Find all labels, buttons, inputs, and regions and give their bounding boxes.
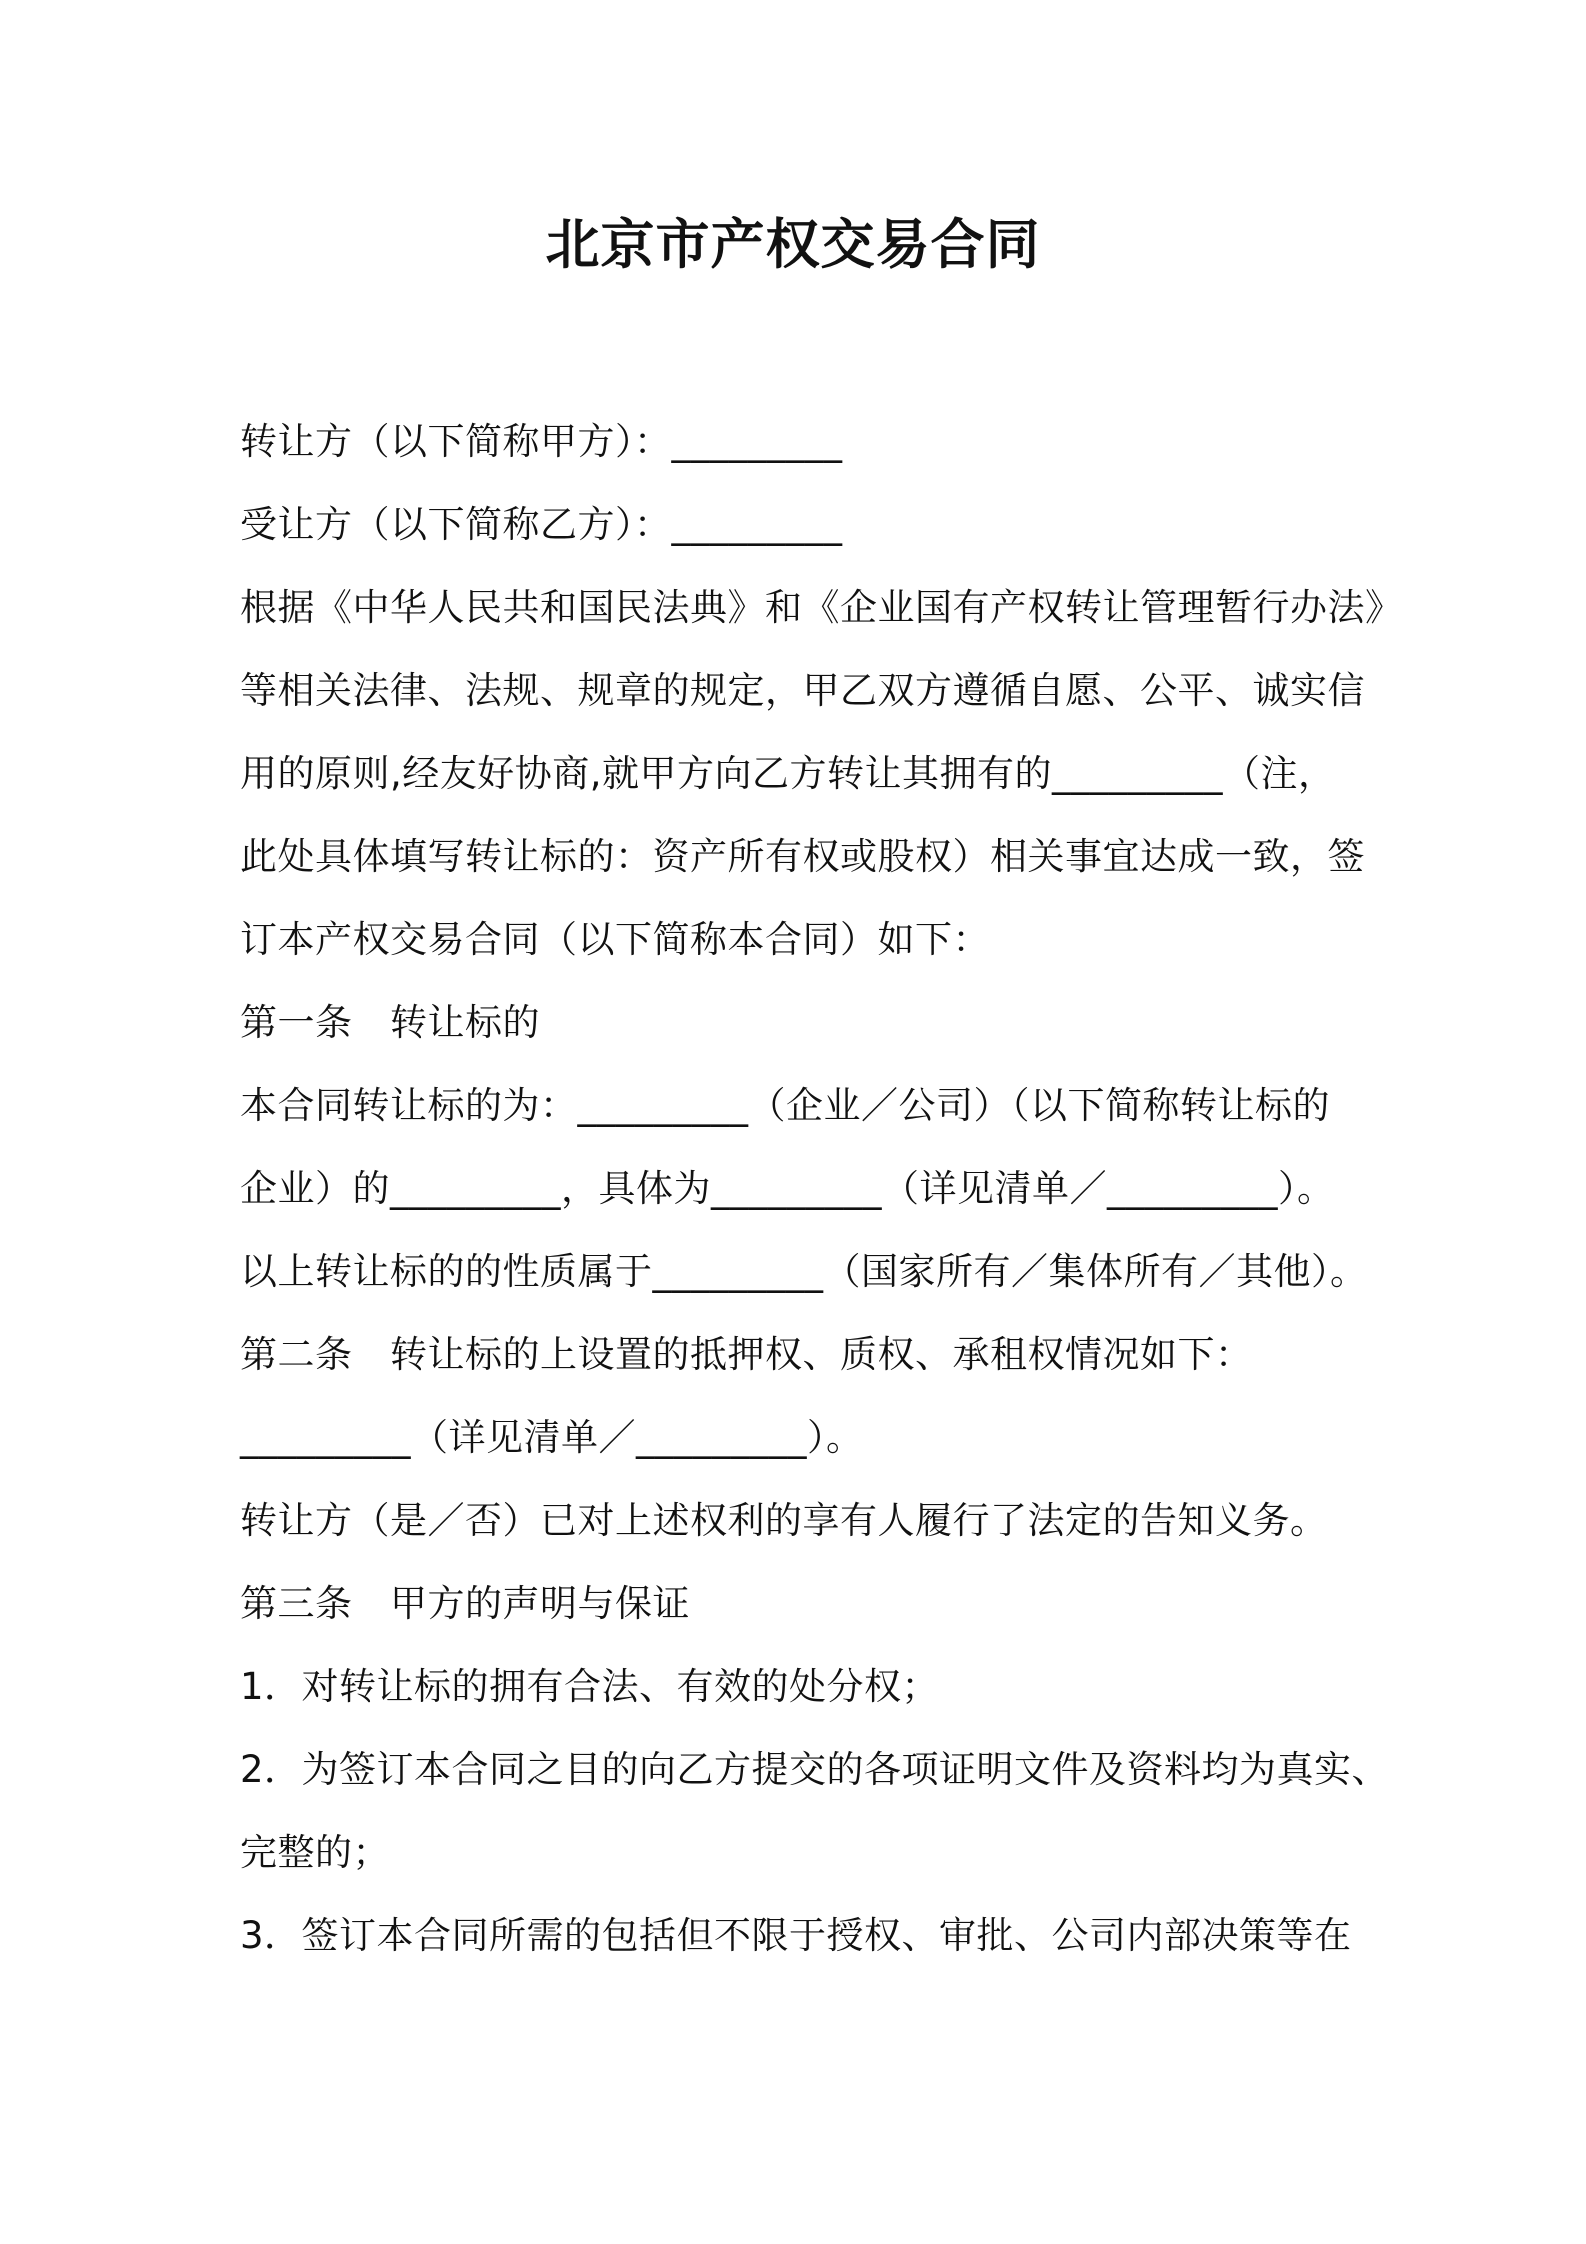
article-heading: 第一条 转让标的 [240,1001,540,1044]
transferor-line: 转让方（以下简称甲方）：_________ [240,420,843,463]
paragraph-line: _________（详见清单／_________）。 [240,1416,864,1459]
document-body [240,400,1403,1977]
paragraph-line: 用的原则,经友好协商,就甲方向乙方转让其拥有的_________（注， [240,752,1336,795]
paragraph-line: 此处具体填写转让标的：资产所有权或股权）相关事宜达成一致，签 [240,835,1365,878]
list-item-continuation: 完整的； [240,1831,390,1874]
document-title: 北京市产权交易合同 [545,213,1041,276]
paragraph-line: 转让方（是／否）已对上述权利的享有人履行了法定的告知义务。 [240,1499,1328,1542]
article-heading: 第三条 甲方的声明与保证 [240,1582,690,1625]
paragraph-line: 根据《中华人民共和国民法典》和《企业国有产权转让管理暂行办法》 [240,586,1403,629]
list-item: 3．签订本合同所需的包括但不限于授权、审批、公司内部决策等在 [240,1914,1352,1957]
list-item: 1．对转让标的拥有合法、有效的处分权； [240,1665,940,1708]
paragraph-line: 订本产权交易合同（以下简称本合同）如下： [240,918,990,961]
list-item: 2．为签订本合同之目的向乙方提交的各项证明文件及资料均为真实、 [240,1748,1390,1791]
transferee-line: 受让方（以下简称乙方）：_________ [240,503,843,546]
paragraph-line: 本合同转让标的为：_________（企业／公司）（以下简称转让标的 [240,1084,1330,1127]
paragraph-line: 企业）的_________，具体为_________（详见清单／_________）。 [240,1167,1335,1210]
paragraph-line: 等相关法律、法规、规章的规定，甲乙双方遵循自愿、公平、诚实信 [240,669,1365,712]
paragraph-line: 以上转让标的的性质属于_________（国家所有／集体所有／其他）。 [240,1250,1368,1293]
article-heading: 第二条 转让标的上设置的抵押权、质权、承租权情况如下： [240,1333,1253,1376]
